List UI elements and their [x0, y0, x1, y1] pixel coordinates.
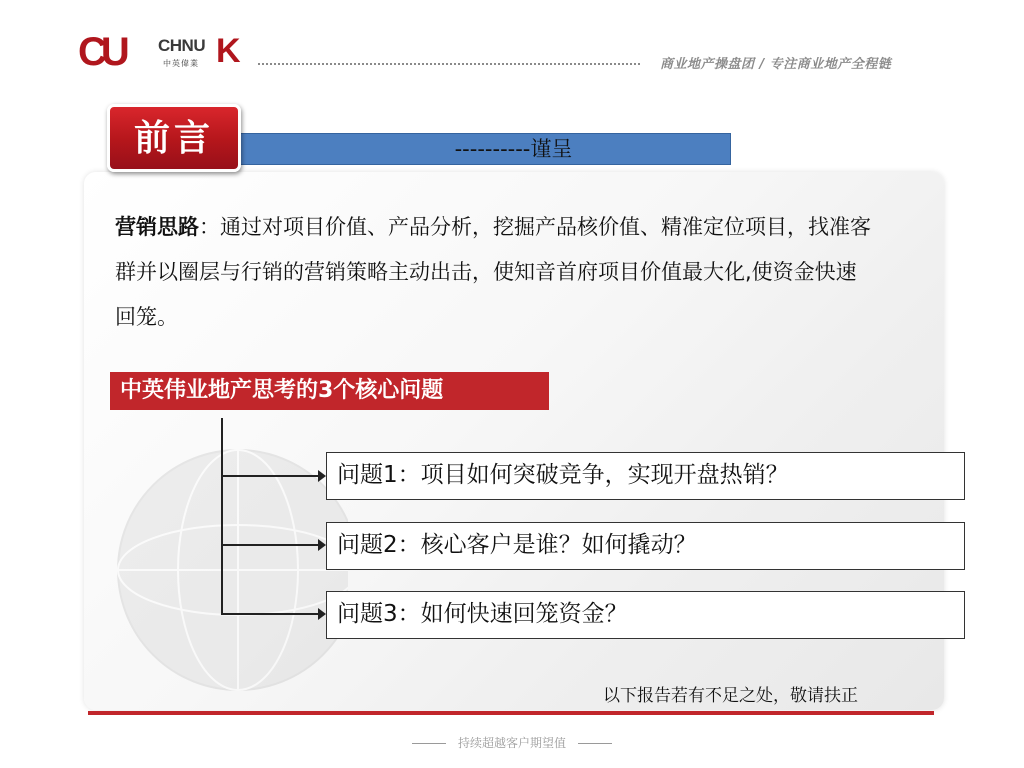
issue-item-2: 问题2：核心客户是谁？如何撬动？ — [326, 522, 965, 570]
arrow-icon — [221, 544, 320, 546]
tree-connector — [221, 418, 223, 614]
issues-heading: 中英伟业地产思考的3个核心问题 — [110, 372, 549, 410]
issue-item-3: 问题3：如何快速回笼资金？ — [326, 591, 965, 639]
logo-chinese: 中英偉業 — [163, 59, 199, 68]
footer — [0, 734, 1024, 751]
intro-label: 营销思路 — [115, 215, 199, 239]
issue-item-1: 问题1：项目如何突破竞争，实现开盘热销？ — [326, 452, 965, 500]
logo-k: K — [216, 32, 241, 70]
page-title: 前言 — [133, 117, 214, 159]
footer-dash-left — [412, 743, 446, 744]
title-bar — [238, 133, 731, 165]
header-divider — [258, 63, 640, 65]
title-badge — [107, 104, 241, 172]
company-logo — [78, 30, 243, 74]
globe-watermark — [88, 420, 348, 700]
arrow-icon — [221, 475, 320, 477]
arrow-icon — [221, 613, 320, 615]
closing-note: 以下报告若有不足之处，敬请扶正 — [603, 686, 858, 706]
footer-dash-right — [578, 743, 612, 744]
footer-text: 持续超越客户期望值 — [457, 736, 566, 750]
title-bar-text: ----------谨呈 — [454, 137, 573, 161]
intro-text: ：通过对项目价值、产品分析，挖掘产品核价值、精准定位项目，找准客群并以圈层与行销的营销策略主动出击，使知音首府项目价值最大化,使资金快速回笼。 — [115, 215, 871, 329]
header-slogan: 商业地产操盘团 / 专注商业地产全程链 — [660, 57, 892, 72]
logo-latin: CHNU — [158, 36, 206, 55]
logo-mark: CU — [78, 30, 124, 74]
intro-paragraph — [115, 205, 875, 340]
footer-rule — [88, 711, 934, 715]
